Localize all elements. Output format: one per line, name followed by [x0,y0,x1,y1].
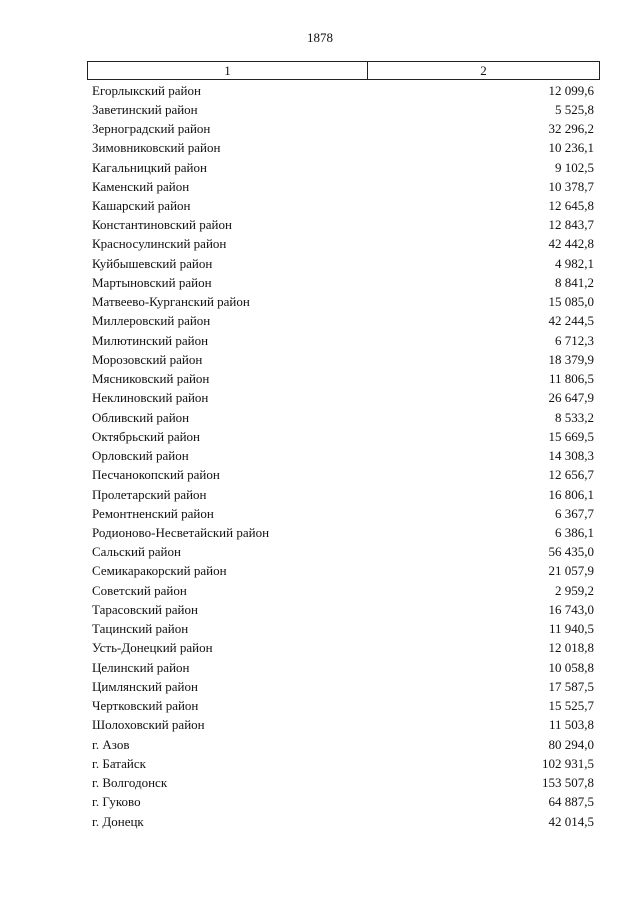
amount-value: 12 645,8 [548,198,594,214]
amount-value: 9 102,5 [555,159,594,175]
table-row [87,312,600,331]
table-row [87,716,600,735]
table-row [87,254,600,273]
amount-value: 15 669,5 [548,428,594,444]
district-name: Чертковский район [92,698,199,714]
amount-value: 32 296,2 [548,121,594,137]
district-name: Семикаракорский район [92,563,227,579]
table-row [87,543,600,562]
district-name: Неклиновский район [92,390,209,406]
amount-value: 6 712,3 [555,332,594,348]
table-row [87,773,600,792]
table-row [87,697,600,716]
district-name: г. Азов [92,736,130,752]
amount-value: 2 959,2 [555,582,594,598]
table-row [87,562,600,581]
table-row [87,273,600,292]
table-body [87,81,600,831]
column-header-2: 2 [480,63,487,78]
amount-value: 6 386,1 [555,525,594,540]
table-row [87,389,600,408]
district-name: г. Донецк [92,813,144,829]
district-name: Кашарский район [92,198,191,214]
amount-value: 12 656,7 [548,467,594,483]
page-number: 1878 [307,30,333,45]
district-name: Кагальницкий район [92,159,207,175]
table-row [87,119,600,138]
district-name: Целинский район [92,659,190,675]
district-name: г. Батайск [92,755,146,771]
amount-value: 15 085,0 [548,294,594,310]
table-header [87,61,600,80]
district-name: Обливский район [92,409,190,425]
table-row [87,523,600,542]
district-name: Константиновский район [92,217,232,233]
amount-value: 42 014,5 [548,813,594,829]
table-row [87,754,600,773]
district-name: г. Гуково [92,794,141,810]
table-row [87,81,600,100]
table-row [87,658,600,677]
district-name: Цимлянский район [92,678,198,694]
amount-value: 18 379,9 [548,351,594,367]
amount-value: 11 503,8 [548,717,594,733]
amount-value: 12 843,7 [548,217,594,233]
amount-value: 21 057,9 [548,563,594,579]
amount-value: 10 236,1 [548,140,594,156]
amount-value: 10 058,8 [548,659,594,675]
table-row [87,427,600,446]
district-name: Родионово-Несветайский район [92,525,270,540]
amount-value: 11 940,5 [548,621,594,637]
table-row [87,100,600,119]
district-name: Матвеево-Курганский район [92,294,250,310]
table-row [87,812,600,831]
table-row [87,600,600,619]
column-header-1: 1 [88,62,368,79]
amount-value: 10 378,7 [548,178,594,194]
table-row [87,677,600,696]
amount-value: 8 841,2 [555,274,594,290]
table-row [87,466,600,485]
amount-value: 16 743,0 [548,601,594,617]
table-row [87,639,600,658]
amount-value: 12 018,8 [548,640,594,656]
amount-value: 42 442,8 [548,236,594,252]
amount-value: 15 525,7 [548,698,594,714]
district-name: Тацинский район [92,621,189,637]
amount-value: 153 507,8 [542,775,594,791]
table-row [87,735,600,754]
district-name: Сальский район [92,544,181,560]
district-name: Морозовский район [92,351,203,367]
district-name: Ремонтненский район [92,505,214,521]
table-row [87,216,600,235]
table-row [87,370,600,389]
district-name: Зерноградский район [92,121,211,137]
table-row [87,235,600,254]
district-name: г. Волгодонск [92,775,168,791]
amount-value: 14 308,3 [548,448,594,464]
amount-value: 12 099,6 [548,82,594,98]
district-name: Куйбышевский район [92,255,213,271]
district-name: Мясниковский район [92,371,210,387]
table-row [87,620,600,639]
table-row [87,139,600,158]
table-row [87,331,600,350]
amount-value: 56 435,0 [548,544,594,560]
district-name: Песчанокопский район [92,467,220,483]
district-name: Пролетарский район [92,486,207,502]
amount-value: 8 533,2 [555,409,594,425]
amount-value: 4 982,1 [555,255,594,271]
table-row [87,196,600,215]
amount-value: 42 244,5 [548,313,594,329]
district-name: Мартыновский район [92,274,212,290]
amount-value: 102 931,5 [542,755,594,771]
amount-value: 5 525,8 [555,101,594,117]
district-name: Орловский район [92,448,189,464]
table-row [87,446,600,465]
district-name: Октябрьский район [92,428,200,444]
amount-value: 64 887,5 [548,794,594,810]
amount-value: 17 587,5 [548,678,594,694]
table-row [87,177,600,196]
district-name: Миллеровский район [92,313,211,329]
amount-value: 11 806,5 [548,371,594,387]
table-row [87,293,600,312]
amount-value: 16 806,1 [548,486,594,502]
amount-value: 26 647,9 [548,390,594,406]
table-row [87,793,600,812]
table-row [87,504,600,523]
district-name: Советский район [92,582,187,598]
amount-value: 80 294,0 [548,736,594,752]
district-name: Тарасовский район [92,601,198,617]
district-name: Милютинский район [92,332,209,348]
district-name: Егорлыкский район [92,82,201,98]
table-row [87,581,600,600]
district-name: Заветинский район [92,101,198,117]
district-name: Усть-Донецкий район [92,640,213,656]
district-name: Зимовниковский район [92,140,221,156]
amount-value: 6 367,7 [555,505,594,521]
district-name: Красносулинский район [92,236,227,252]
table-row [87,485,600,504]
district-name: Каменский район [92,178,190,194]
district-name: Шолоховский район [92,717,205,733]
table-row [87,158,600,177]
table-row [87,350,600,369]
table-row [87,408,600,427]
